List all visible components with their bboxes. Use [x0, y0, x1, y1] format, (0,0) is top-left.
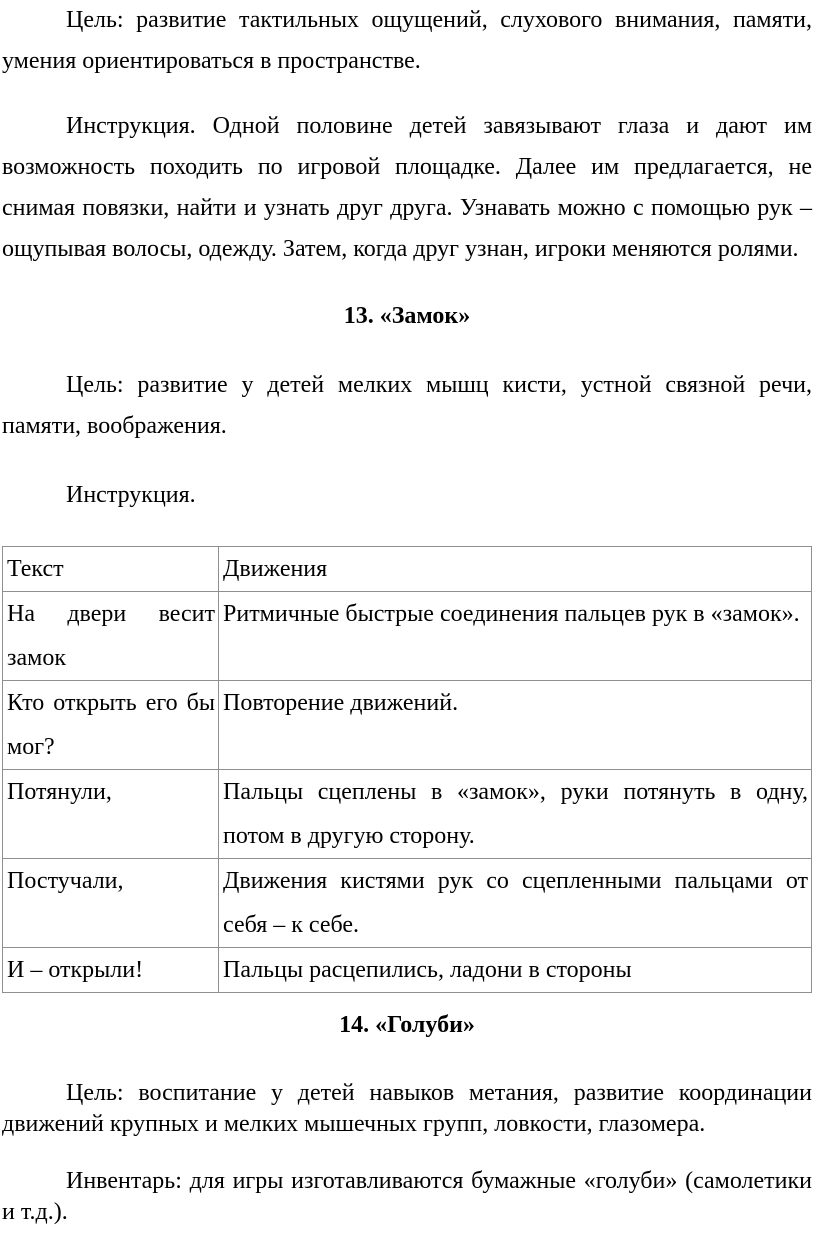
table-header-text: Текст: [3, 547, 219, 592]
table-cell-moves: Ритмичные быстрые соединения пальцев рук в «замок».: [219, 592, 812, 681]
table-cell-moves: Пальцы сцеплены в «замок», руки потянуть в одну, потом в другую сторону.: [219, 770, 812, 859]
table-cell-text: Потянули,: [3, 770, 219, 859]
game13-title: 13. «Замок»: [343, 303, 471, 329]
table-row: [3, 592, 812, 681]
game14-inventory-paragraph: Инвентарь: для игры изготавливаются бумажные «голуби» (самолетики и т.д.).: [2, 1168, 812, 1225]
table-cell-text: На двери весит замок: [3, 592, 219, 681]
table-cell-moves: Движения кистями рук со сцепленными пальцами от себя – к себе.: [219, 859, 812, 948]
game14-goal-paragraph: Цель: воспитание у детей навыков метания, развитие координации движений крупных и мелких мышечных групп, ловкости, глазомера.: [2, 1080, 812, 1137]
game13-instruction-label: Инструкция.: [66, 482, 196, 508]
table-header-row: [3, 547, 812, 592]
table-row: [3, 948, 812, 993]
table-cell-moves: Повторение движений.: [219, 681, 812, 770]
game12-instruction-paragraph: Инструкция. Одной половине детей завязывают глаза и дают им возможность походить по игровой площадке. Далее им предлагается, не снимая повязки, найти и узнать друг друга. Узнавать можно с помощью рук – ощупывая волосы, одежду. Затем, когда друг узнан, игроки меняются ролями.: [2, 113, 812, 262]
table-cell-text: Кто открыть его бы мог?: [3, 681, 219, 770]
game13-movements-table: [2, 546, 812, 993]
table-row: [3, 681, 812, 770]
table-cell-text: И – открыли!: [3, 948, 219, 993]
table-cell-moves: Пальцы расцепились, ладони в стороны: [219, 948, 812, 993]
game13-goal-paragraph: Цель: развитие у детей мелких мышц кисти, устной связной речи, памяти, воображения.: [2, 372, 812, 439]
table-header-moves: Движения: [219, 547, 812, 592]
game12-goal-paragraph: Цель: развитие тактильных ощущений, слухового внимания, памяти, умения ориентироваться в пространстве.: [2, 7, 812, 74]
table-row: [3, 859, 812, 948]
table-row: [3, 770, 812, 859]
game14-title: 14. «Голуби»: [339, 1012, 475, 1038]
table-cell-text: Постучали,: [3, 859, 219, 948]
